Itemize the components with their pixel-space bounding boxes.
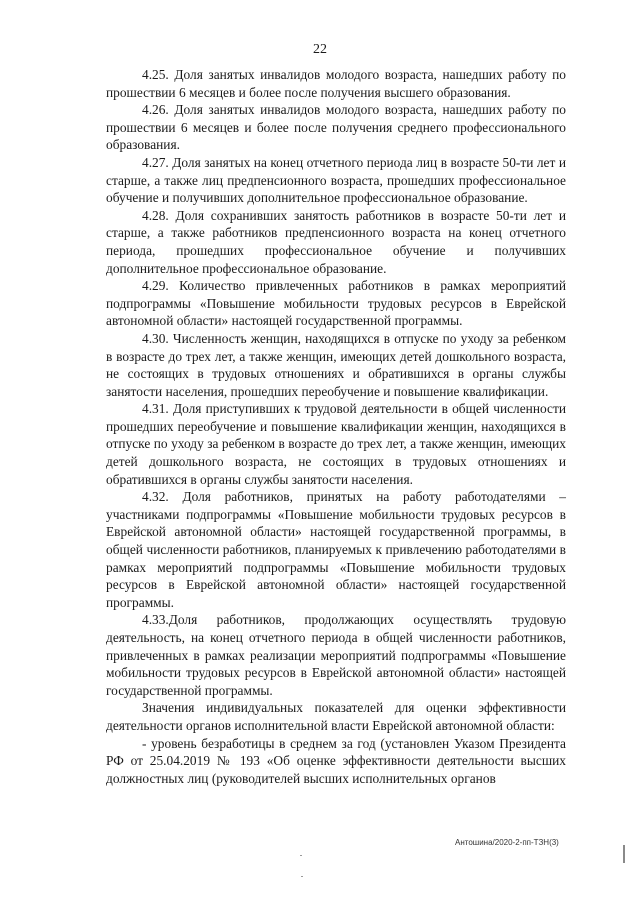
paragraph-indicators-intro: Значения индивидуальных показателей для оценки эффективности деятельности органов исполнительной власти Еврейской автономной области: [106, 700, 566, 733]
paragraph-4-27: 4.27. Доля занятых на конец отчетного периода лиц в возрасте 50-ти лет и старше, а также лиц предпенсионного возраста, прошедших профессиональное обучение и получивших дополнительное профессиональное образование. [106, 154, 566, 206]
document-body [106, 66, 566, 787]
paragraph-4-26: 4.26. Доля занятых инвалидов молодого возраста, нашедших работу по прошествии 6 месяцев и более после получения среднего профессионального образования. [106, 102, 566, 153]
paragraph-unemployment: - уровень безработицы в среднем за год (установлен Указом Президента РФ от 25.04.2019 № 193 «Об оценке эффективности деятельности высших должностных лиц (руководителей высших исполнительных органов [106, 735, 566, 786]
paragraph-4-32: 4.32. Доля работников, принятых на работу работодателями – участниками подпрограммы «Повышение мобильности трудовых ресурсов в Еврейской автономной области» настоящей государственной программы, в общей численности работников, планируемых к привлечению работодателями в рамках мероприятий подпрограммы «Повышение мобильности трудовых ресурсов в Еврейской автономной области» настоящей государственной программы. [106, 489, 566, 610]
scan-edge-mark [623, 845, 625, 863]
scan-artifact [301, 876, 303, 877]
paragraph-4-33: 4.33.Доля работников, продолжающих осуществлять трудовую деятельность, на конец отчетного периода в общей численности работников, привлеченных в рамках реализации мероприятий подпрограммы «Повышение мобильности трудовых ресурсов в Еврейской автономной области» настоящей государственной программы. [106, 612, 566, 698]
scan-artifact [300, 855, 302, 856]
paragraph-4-29: 4.29. Количество привлеченных работников в рамках мероприятий подпрограммы «Повышение мобильности трудовых ресурсов в Еврейской автономной области» настоящей государственной программы. [106, 278, 566, 329]
paragraph-4-28: 4.28. Доля сохранивших занятость работников в возрасте 50-ти лет и старше, а также работников предпенсионного возраста на конец отчетного периода, прошедших профессиональное обучение и получивших дополнительное профессиональное образование. [106, 207, 566, 276]
page-number: 22 [313, 42, 327, 57]
paragraph-4-31: 4.31. Доля приступивших к трудовой деятельности в общей численности прошедших переобучение и повышение квалификации женщин, находящихся в отпуске по уходу за ребенком в возрасте до трех лет, а также женщин, имеющих детей дошкольного возраста, не состоящих в трудовых отношениях и обратившихся в органы службы занятости населения. [106, 401, 566, 487]
paragraph-4-25: 4.25. Доля занятых инвалидов молодого возраста, нашедших работу по прошествии 6 месяцев и более после получения высшего образования. [106, 67, 566, 100]
paragraph-4-30: 4.30. Численность женщин, находящихся в отпуске по уходу за ребенком в возрасте до трех лет, а также женщин, имеющих детей дошкольного возраста, не состоящих в трудовых отношениях и обратившихся в органы службы занятости населения, прошедших переобучение и повышение квалификации. [106, 330, 566, 399]
document-footer-code: Антошина/2020-2-пп-ТЗН(3) [455, 838, 559, 847]
